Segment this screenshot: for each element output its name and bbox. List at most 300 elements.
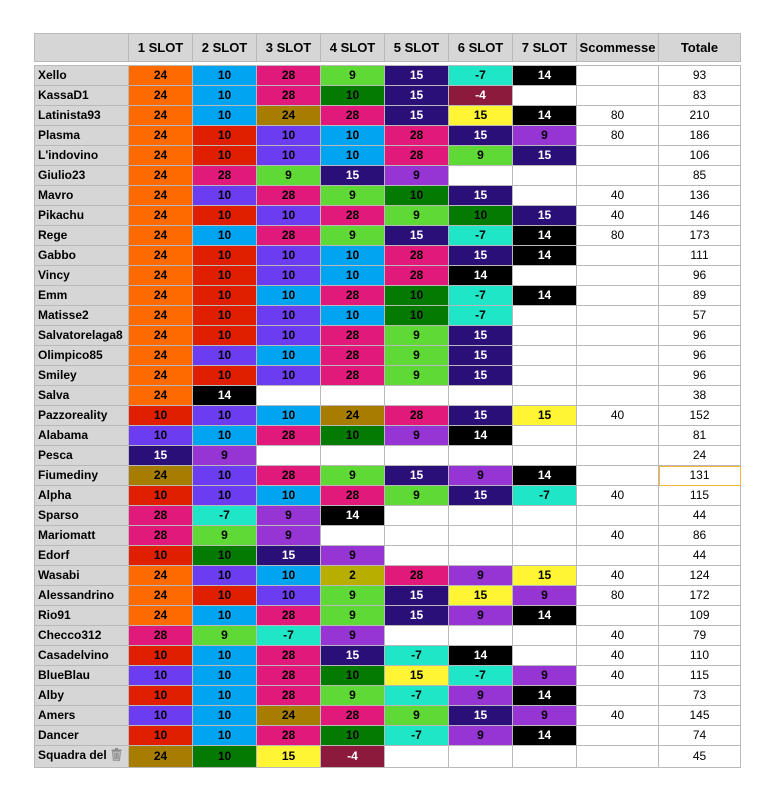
scommesse-cell: [577, 426, 659, 446]
table-row: [35, 686, 741, 706]
scommesse-cell: 80: [577, 586, 659, 606]
player-name-cell: [35, 206, 129, 226]
slot-1-cell: 24: [129, 326, 193, 346]
player-name: Smiley: [38, 368, 77, 382]
slot-3-cell: 9: [257, 166, 321, 186]
slot-5-cell: 9: [385, 346, 449, 366]
scommesse-cell: 40: [577, 566, 659, 586]
slot-4-cell: 28: [321, 366, 385, 386]
player-name-cell: [35, 286, 129, 306]
slot-1-cell: 24: [129, 386, 193, 406]
slot-5-cell: -7: [385, 646, 449, 666]
table-row: [35, 646, 741, 666]
slot-2-cell: 10: [193, 406, 257, 426]
player-name: Edorf: [38, 548, 70, 562]
totale-cell[interactable]: 131: [659, 466, 741, 486]
slot-5-cell: 15: [385, 66, 449, 86]
slot-7-cell: [513, 346, 577, 366]
slot-5-cell: -7: [385, 686, 449, 706]
slot-1-cell: 10: [129, 406, 193, 426]
slot-3-cell: 28: [257, 666, 321, 686]
slot-3-cell: 28: [257, 466, 321, 486]
slot-4-cell: 10: [321, 246, 385, 266]
slot-4-cell: 24: [321, 406, 385, 426]
slot-4-cell: 28: [321, 706, 385, 726]
slot-5-cell: [385, 386, 449, 406]
slot-1-cell: 10: [129, 646, 193, 666]
slot-6-cell: [449, 446, 513, 466]
slot-7-cell: 14: [513, 246, 577, 266]
totale-cell: 24: [659, 446, 741, 466]
slot-5-cell: [385, 446, 449, 466]
slot-2-cell: 10: [193, 566, 257, 586]
slot-6-cell: -7: [449, 226, 513, 246]
table-row: [35, 446, 741, 466]
totale-cell: 73: [659, 686, 741, 706]
player-name: Pikachu: [38, 208, 85, 222]
scommesse-cell: [577, 166, 659, 186]
slot-1-cell: 24: [129, 286, 193, 306]
slot-1-cell: 10: [129, 486, 193, 506]
slot-4-cell: 9: [321, 186, 385, 206]
slot-4-cell: 10: [321, 86, 385, 106]
player-name-cell: [35, 706, 129, 726]
slot-6-cell: 9: [449, 566, 513, 586]
table-row: [35, 86, 741, 106]
scommesse-cell: [577, 506, 659, 526]
slot-7-cell: 15: [513, 146, 577, 166]
player-name-cell: [35, 366, 129, 386]
slot-1-cell: 24: [129, 66, 193, 86]
slot-3-cell: 10: [257, 586, 321, 606]
scommesse-cell: 40: [577, 486, 659, 506]
table-row: [35, 146, 741, 166]
player-name: Mavro: [38, 188, 74, 202]
slot-2-cell: 10: [193, 666, 257, 686]
slot-7-cell: 15: [513, 206, 577, 226]
scommesse-cell: [577, 466, 659, 486]
table-row: [35, 626, 741, 646]
player-name: KassaD1: [38, 88, 89, 102]
slot-7-cell: [513, 446, 577, 466]
slot-5-cell: 28: [385, 126, 449, 146]
scommesse-cell: [577, 446, 659, 466]
slot-5-cell: 9: [385, 166, 449, 186]
slot-6-cell: [449, 506, 513, 526]
table-row: [35, 426, 741, 446]
scommesse-cell: 40: [577, 186, 659, 206]
slot-1-cell: 24: [129, 606, 193, 626]
slot-1-cell: 10: [129, 706, 193, 726]
slot-5-cell: 28: [385, 566, 449, 586]
slot-5-cell: 15: [385, 606, 449, 626]
slot-2-cell: 9: [193, 446, 257, 466]
totale-cell: 74: [659, 726, 741, 746]
totale-cell: 152: [659, 406, 741, 426]
slot-7-cell: [513, 86, 577, 106]
table-row: [35, 566, 741, 586]
slot-4-cell: 10: [321, 126, 385, 146]
table-row: [35, 306, 741, 326]
totale-cell: 173: [659, 226, 741, 246]
player-name: Olimpico85: [38, 348, 103, 362]
table-row: [35, 726, 741, 746]
slot-6-cell: 14: [449, 646, 513, 666]
slot-1-cell: 24: [129, 306, 193, 326]
player-name-cell: [35, 566, 129, 586]
slot-3-cell: 24: [257, 706, 321, 726]
slot-7-cell: 14: [513, 226, 577, 246]
slot-5-cell: 15: [385, 586, 449, 606]
slot-4-cell: [321, 386, 385, 406]
slot-5-cell: 15: [385, 226, 449, 246]
slot-5-cell: [385, 526, 449, 546]
totale-cell: 110: [659, 646, 741, 666]
table-row: [35, 246, 741, 266]
table-row: [35, 406, 741, 426]
slot-6-cell: 15: [449, 126, 513, 146]
slot-3-cell: 10: [257, 566, 321, 586]
player-name: Xello: [38, 68, 67, 82]
player-name-cell: [35, 626, 129, 646]
slot-7-cell: [513, 546, 577, 566]
slot-7-cell: [513, 266, 577, 286]
player-name-cell: [35, 666, 129, 686]
table-row: [35, 486, 741, 506]
slot-4-cell: 9: [321, 546, 385, 566]
slot-1-cell: 24: [129, 206, 193, 226]
totale-cell: 186: [659, 126, 741, 146]
slot-2-cell: 10: [193, 86, 257, 106]
player-name-cell: [35, 306, 129, 326]
slot-2-cell: 10: [193, 66, 257, 86]
totale-cell: 85: [659, 166, 741, 186]
player-name: Checco312: [38, 628, 102, 642]
player-name: Alby: [38, 688, 65, 702]
scommesse-cell: 40: [577, 406, 659, 426]
slot-7-cell: [513, 326, 577, 346]
scommesse-cell: 80: [577, 126, 659, 146]
scommesse-cell: 80: [577, 226, 659, 246]
scommesse-cell: 40: [577, 206, 659, 226]
slot-7-cell: 9: [513, 666, 577, 686]
player-name: Alpha: [38, 488, 72, 502]
slot-6-cell: 9: [449, 686, 513, 706]
slot-2-cell: 10: [193, 726, 257, 746]
player-name-cell: [35, 266, 129, 286]
slot-1-cell: 10: [129, 686, 193, 706]
player-name: Gabbo: [38, 248, 76, 262]
slot-5-cell: 15: [385, 666, 449, 686]
scommesse-cell: [577, 86, 659, 106]
slot-5-cell: 28: [385, 266, 449, 286]
totale-cell: 38: [659, 386, 741, 406]
standings-table-container: [34, 33, 741, 768]
slot-5-cell: [385, 506, 449, 526]
slot-6-cell: -7: [449, 66, 513, 86]
scommesse-cell: 40: [577, 666, 659, 686]
player-name: Rege: [38, 228, 68, 242]
scommesse-cell: 80: [577, 106, 659, 126]
slot-2-cell: 10: [193, 486, 257, 506]
player-name: Dancer: [38, 728, 79, 742]
slot-3-cell: 10: [257, 146, 321, 166]
slot-1-cell: 10: [129, 426, 193, 446]
player-name-cell: [35, 746, 129, 768]
table-row: [35, 226, 741, 246]
totale-cell: 115: [659, 486, 741, 506]
slot-6-cell: 10: [449, 206, 513, 226]
slot-3-cell: 10: [257, 326, 321, 346]
slot-1-cell: 24: [129, 246, 193, 266]
slot-3-cell: 28: [257, 646, 321, 666]
slot-2-cell: 10: [193, 646, 257, 666]
table-row: [35, 66, 741, 86]
slot-7-cell: 9: [513, 586, 577, 606]
totale-cell: 111: [659, 246, 741, 266]
slot-1-cell: 24: [129, 366, 193, 386]
player-name-cell: [35, 126, 129, 146]
slot-4-cell: [321, 526, 385, 546]
player-name: Casadelvino: [38, 648, 109, 662]
totale-cell: 136: [659, 186, 741, 206]
totale-cell: 96: [659, 326, 741, 346]
slot-5-cell: 9: [385, 706, 449, 726]
slot-2-cell: 10: [193, 366, 257, 386]
table-row: [35, 666, 741, 686]
scommesse-cell: [577, 286, 659, 306]
slot-5-cell: 9: [385, 366, 449, 386]
table-row: [35, 386, 741, 406]
totale-cell: 96: [659, 346, 741, 366]
slot-7-cell: 14: [513, 66, 577, 86]
totale-cell: 210: [659, 106, 741, 126]
player-name-cell: [35, 186, 129, 206]
slot-5-cell: 15: [385, 86, 449, 106]
slot-7-cell: 14: [513, 286, 577, 306]
totale-cell: 44: [659, 506, 741, 526]
slot-6-cell: [449, 626, 513, 646]
scommesse-cell: [577, 386, 659, 406]
player-name-cell: [35, 466, 129, 486]
slot-2-cell: 10: [193, 286, 257, 306]
slot-6-cell: 15: [449, 246, 513, 266]
slot-5-cell: 10: [385, 186, 449, 206]
totale-cell: 145: [659, 706, 741, 726]
slot-7-cell: [513, 166, 577, 186]
slot-3-cell: 10: [257, 206, 321, 226]
slot-3-cell: 10: [257, 486, 321, 506]
slot-1-cell: 24: [129, 126, 193, 146]
player-name: BlueBlau: [38, 668, 91, 682]
slot-1-cell: 10: [129, 726, 193, 746]
slot-4-cell: 9: [321, 606, 385, 626]
slot-4-cell: 15: [321, 646, 385, 666]
header-cell-slot-6: 6 SLOT: [449, 34, 513, 62]
slot-3-cell: 10: [257, 306, 321, 326]
slot-3-cell: 28: [257, 686, 321, 706]
player-name: Squadra del: [38, 748, 107, 762]
slot-4-cell: 10: [321, 306, 385, 326]
slot-6-cell: 15: [449, 346, 513, 366]
slot-7-cell: -7: [513, 486, 577, 506]
player-name-cell: [35, 726, 129, 746]
player-name-cell: [35, 326, 129, 346]
slot-3-cell: 28: [257, 426, 321, 446]
slot-2-cell: 10: [193, 346, 257, 366]
header-cell-scommesse: Scommesse: [577, 34, 659, 62]
slot-3-cell: 28: [257, 606, 321, 626]
slot-4-cell: 2: [321, 566, 385, 586]
slot-6-cell: [449, 386, 513, 406]
slot-3-cell: 10: [257, 126, 321, 146]
header-cell-slot-4: 4 SLOT: [321, 34, 385, 62]
player-name: Emm: [38, 288, 68, 302]
slot-3-cell: 10: [257, 246, 321, 266]
slot-2-cell: 10: [193, 746, 257, 768]
player-name-cell: [35, 226, 129, 246]
slot-6-cell: -7: [449, 306, 513, 326]
slot-7-cell: [513, 526, 577, 546]
slot-2-cell: 10: [193, 106, 257, 126]
slot-5-cell: -7: [385, 726, 449, 746]
totale-cell: 172: [659, 586, 741, 606]
header-cell-totale: Totale: [659, 34, 741, 62]
totale-cell: 96: [659, 366, 741, 386]
player-name-cell: [35, 146, 129, 166]
slot-3-cell: [257, 446, 321, 466]
totale-cell: 44: [659, 546, 741, 566]
player-name: Rio91: [38, 608, 71, 622]
slot-6-cell: 15: [449, 486, 513, 506]
player-name-cell: [35, 106, 129, 126]
slot-6-cell: -7: [449, 286, 513, 306]
slot-1-cell: 24: [129, 266, 193, 286]
player-name-cell: [35, 686, 129, 706]
slot-6-cell: 9: [449, 146, 513, 166]
slot-4-cell: 28: [321, 486, 385, 506]
slot-4-cell: 10: [321, 726, 385, 746]
slot-1-cell: 10: [129, 546, 193, 566]
scommesse-cell: [577, 306, 659, 326]
slot-7-cell: 14: [513, 466, 577, 486]
totale-cell: 146: [659, 206, 741, 226]
player-name-cell: [35, 246, 129, 266]
slot-5-cell: 28: [385, 146, 449, 166]
header-cell-slot-3: 3 SLOT: [257, 34, 321, 62]
scommesse-cell: [577, 266, 659, 286]
table-row: [35, 606, 741, 626]
header-cell-slot-7: 7 SLOT: [513, 34, 577, 62]
player-name: Mariomatt: [38, 528, 96, 542]
scommesse-cell: 40: [577, 706, 659, 726]
slot-3-cell: 15: [257, 546, 321, 566]
player-name-cell: [35, 86, 129, 106]
scommesse-cell: [577, 346, 659, 366]
slot-7-cell: [513, 746, 577, 768]
slot-1-cell: 28: [129, 626, 193, 646]
table-row: [35, 366, 741, 386]
slot-1-cell: 24: [129, 746, 193, 768]
slot-1-cell: 28: [129, 526, 193, 546]
slot-2-cell: 10: [193, 246, 257, 266]
slot-6-cell: 14: [449, 266, 513, 286]
slot-7-cell: 15: [513, 406, 577, 426]
slot-3-cell: -7: [257, 626, 321, 646]
scommesse-cell: [577, 66, 659, 86]
slot-2-cell: 10: [193, 326, 257, 346]
slot-6-cell: 15: [449, 406, 513, 426]
player-name-cell: [35, 526, 129, 546]
totale-cell: 86: [659, 526, 741, 546]
scommesse-cell: [577, 246, 659, 266]
table-row: [35, 526, 741, 546]
slot-7-cell: [513, 426, 577, 446]
scommesse-cell: [577, 606, 659, 626]
slot-2-cell: 10: [193, 226, 257, 246]
slot-7-cell: [513, 646, 577, 666]
slot-6-cell: 9: [449, 606, 513, 626]
slot-1-cell: 24: [129, 466, 193, 486]
slot-1-cell: 28: [129, 506, 193, 526]
table-row: [35, 466, 741, 486]
slot-3-cell: 28: [257, 226, 321, 246]
slot-6-cell: 15: [449, 106, 513, 126]
slot-1-cell: 24: [129, 86, 193, 106]
slot-4-cell: 28: [321, 206, 385, 226]
slot-2-cell: 28: [193, 166, 257, 186]
player-name: Amers: [38, 708, 76, 722]
slot-3-cell: 24: [257, 106, 321, 126]
scommesse-cell: [577, 746, 659, 768]
player-name-cell: [35, 646, 129, 666]
player-name: Fiumediny: [38, 468, 99, 482]
player-name-cell: [35, 486, 129, 506]
totale-cell: 81: [659, 426, 741, 446]
player-name-cell: [35, 446, 129, 466]
player-name: L'indovino: [38, 148, 99, 162]
player-name-cell: [35, 66, 129, 86]
slot-1-cell: 24: [129, 146, 193, 166]
table-row: [35, 186, 741, 206]
totale-cell: 96: [659, 266, 741, 286]
slot-3-cell: 10: [257, 366, 321, 386]
slot-3-cell: 28: [257, 66, 321, 86]
slot-2-cell: -7: [193, 506, 257, 526]
table-row: [35, 706, 741, 726]
slot-2-cell: 10: [193, 586, 257, 606]
slot-2-cell: 10: [193, 206, 257, 226]
scommesse-cell: [577, 726, 659, 746]
slot-7-cell: [513, 306, 577, 326]
player-name-cell: [35, 426, 129, 446]
table-row: [35, 266, 741, 286]
slot-2-cell: 10: [193, 126, 257, 146]
slot-4-cell: 9: [321, 626, 385, 646]
slot-4-cell: 10: [321, 426, 385, 446]
slot-7-cell: [513, 506, 577, 526]
slot-2-cell: 10: [193, 426, 257, 446]
slot-2-cell: 10: [193, 606, 257, 626]
totale-cell: 57: [659, 306, 741, 326]
slot-3-cell: 28: [257, 86, 321, 106]
player-name: Pesca: [38, 448, 73, 462]
slot-4-cell: 28: [321, 326, 385, 346]
totale-cell: 124: [659, 566, 741, 586]
player-name-cell: [35, 606, 129, 626]
table-row: [35, 326, 741, 346]
slot-4-cell: [321, 446, 385, 466]
